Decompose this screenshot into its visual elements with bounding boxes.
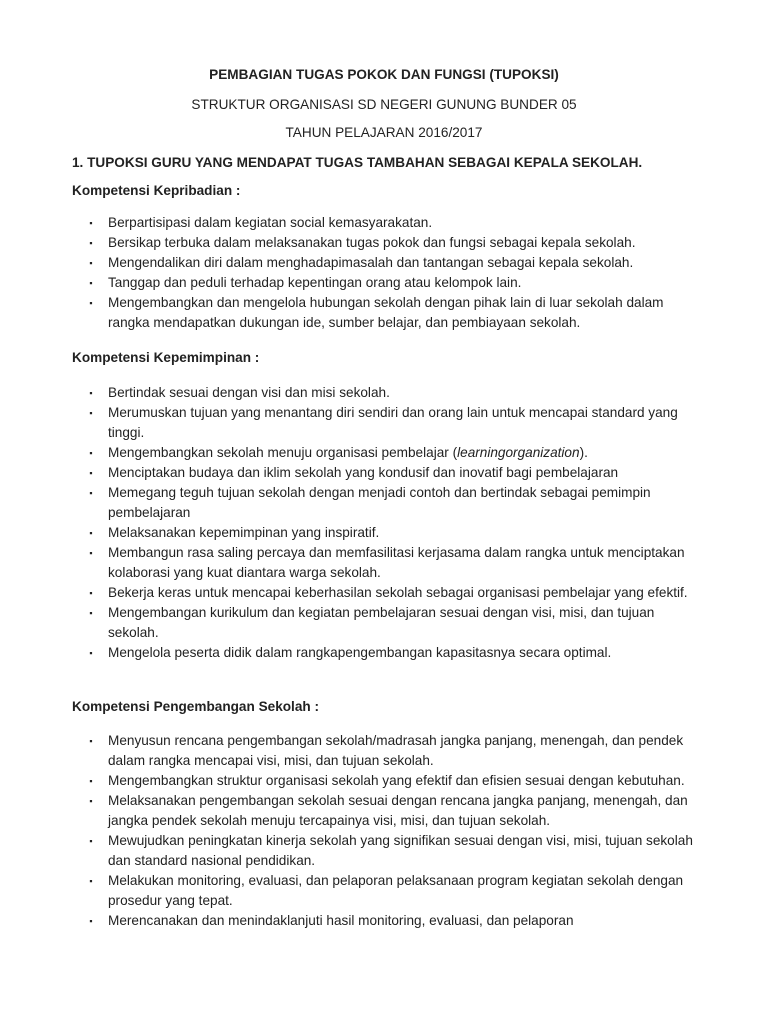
list-item: ▪ Melaksanakan kepemimpinan yang inspiratif.	[0, 523, 768, 543]
bullet-icon: ▪	[89, 258, 93, 268]
bullet-icon: ▪	[89, 796, 93, 806]
main-heading: 1. TUPOKSI GURU YANG MENDAPAT TUGAS TAMBAHAN SEBAGAI KEPALA SEKOLAH.	[72, 155, 643, 170]
list-item: ▪ Bersikap terbuka dalam melaksanakan tugas pokok dan fungsi sebagai kepala sekolah.	[0, 233, 768, 253]
bullet-icon: ▪	[89, 608, 93, 618]
bullet-icon: ▪	[89, 408, 93, 418]
list-item: ▪ Mengelola peserta didik dalam rangkapengembangan kapasitasnya secara optimal.	[0, 643, 768, 663]
list-item: ▪ Membangun rasa saling percaya dan memfasilitasi kerjasama dalam rangka untuk menciptakan kolaborasi yang kuat diantara warga sekolah.	[0, 543, 768, 583]
bullet-icon: ▪	[89, 916, 93, 926]
bullet-icon: ▪	[89, 528, 93, 538]
section-list-pengembangan-sekolah	[0, 731, 768, 931]
list-item: ▪ Mengembangan kurikulum dan kegiatan pembelajaran sesuai dengan visi, misi, dan tujuan sekolah.	[0, 603, 768, 643]
bullet-icon: ▪	[89, 448, 93, 458]
list-item: ▪ Mengembangkan struktur organisasi sekolah yang efektif dan efisien sesuai dengan kebutuhan.	[0, 771, 768, 791]
list-item: ▪ Bekerja keras untuk mencapai keberhasilan sekolah sebagai organisasi pembelajar yang efektif.	[0, 583, 768, 603]
list-item: ▪ Menyusun rencana pengembangan sekolah/madrasah jangka panjang, menengah, dan pendek dalam rangka mencapai visi, misi, dan tujuan sekolah.	[0, 731, 768, 771]
list-item: ▪ Bertindak sesuai dengan visi dan misi sekolah.	[0, 383, 768, 403]
section-list-kepribadian	[0, 213, 768, 333]
list-item: ▪ Berpartisipasi dalam kegiatan social kemasyarakatan.	[0, 213, 768, 233]
bullet-icon: ▪	[89, 736, 93, 746]
learning-organization-item: Mengembangkan sekolah menuju organisasi pembelajar (learningorganization).	[108, 445, 588, 460]
bullet-icon: ▪	[89, 776, 93, 786]
list-item: ▪ Merencanakan dan menindaklanjuti hasil monitoring, evaluasi, dan pelaporan	[0, 911, 768, 931]
section-heading-kepribadian: Kompetensi Kepribadian :	[72, 183, 241, 198]
bullet-icon: ▪	[89, 836, 93, 846]
list-item: ▪ Memegang teguh tujuan sekolah dengan menjadi contoh dan bertindak sebagai pemimpin pembelajaran	[0, 483, 768, 523]
bullet-icon: ▪	[89, 468, 93, 478]
bullet-icon: ▪	[89, 548, 93, 558]
list-item: ▪ Mengendalikan diri dalam menghadapimasalah dan tantangan sebagai kepala sekolah.	[0, 253, 768, 273]
list-item: ▪ Tanggap dan peduli terhadap kepentingan orang atau kelompok lain.	[0, 273, 768, 293]
bullet-icon: ▪	[89, 876, 93, 886]
bullet-icon: ▪	[89, 218, 93, 228]
list-item: ▪ Mengembangkan dan mengelola hubungan sekolah dengan pihak lain di luar sekolah dalam rangka mendapatkan dukungan ide, sumber belajar, dan pembiayaan sekolah.	[0, 293, 768, 333]
list-item: ▪ Mewujudkan peningkatan kinerja sekolah yang signifikan sesuai dengan visi, misi, tujuan sekolah dan standard nasional pendidikan.	[0, 831, 768, 871]
document-year: TAHUN PELAJARAN 2016/2017	[285, 125, 483, 140]
bullet-icon: ▪	[89, 388, 93, 398]
section-heading-pengembangan-sekolah: Kompetensi Pengembangan Sekolah :	[72, 699, 320, 714]
bullet-icon: ▪	[89, 278, 93, 288]
bullet-icon: ▪	[89, 488, 93, 498]
document-subtitle: STRUKTUR ORGANISASI SD NEGERI GUNUNG BUNDER 05	[191, 97, 577, 112]
bullet-icon: ▪	[89, 648, 93, 658]
section-heading-kepemimpinan: Kompetensi Kepemimpinan :	[72, 350, 260, 365]
bullet-icon: ▪	[89, 588, 93, 598]
section-list-kepemimpinan	[0, 383, 768, 663]
list-item	[0, 443, 768, 463]
bullet-icon: ▪	[89, 298, 93, 308]
list-item: ▪ Melakukan monitoring, evaluasi, dan pelaporan pelaksanaan program kegiatan sekolah dengan prosedur yang tepat.	[0, 871, 768, 911]
bullet-icon: ▪	[89, 238, 93, 248]
list-item: ▪ Menciptakan budaya dan iklim sekolah yang kondusif dan inovatif bagi pembelajaran	[0, 463, 768, 483]
list-item: ▪ Merumuskan tujuan yang menantang diri sendiri dan orang lain untuk mencapai standard yang tinggi.	[0, 403, 768, 443]
document-title: PEMBAGIAN TUGAS POKOK DAN FUNGSI (TUPOKSI)	[209, 67, 559, 82]
list-item: ▪ Melaksanakan pengembangan sekolah sesuai dengan rencana jangka panjang, menengah, dan jangka pendek sekolah menuju tercapainya visi, misi, dan tujuan sekolah.	[0, 791, 768, 831]
